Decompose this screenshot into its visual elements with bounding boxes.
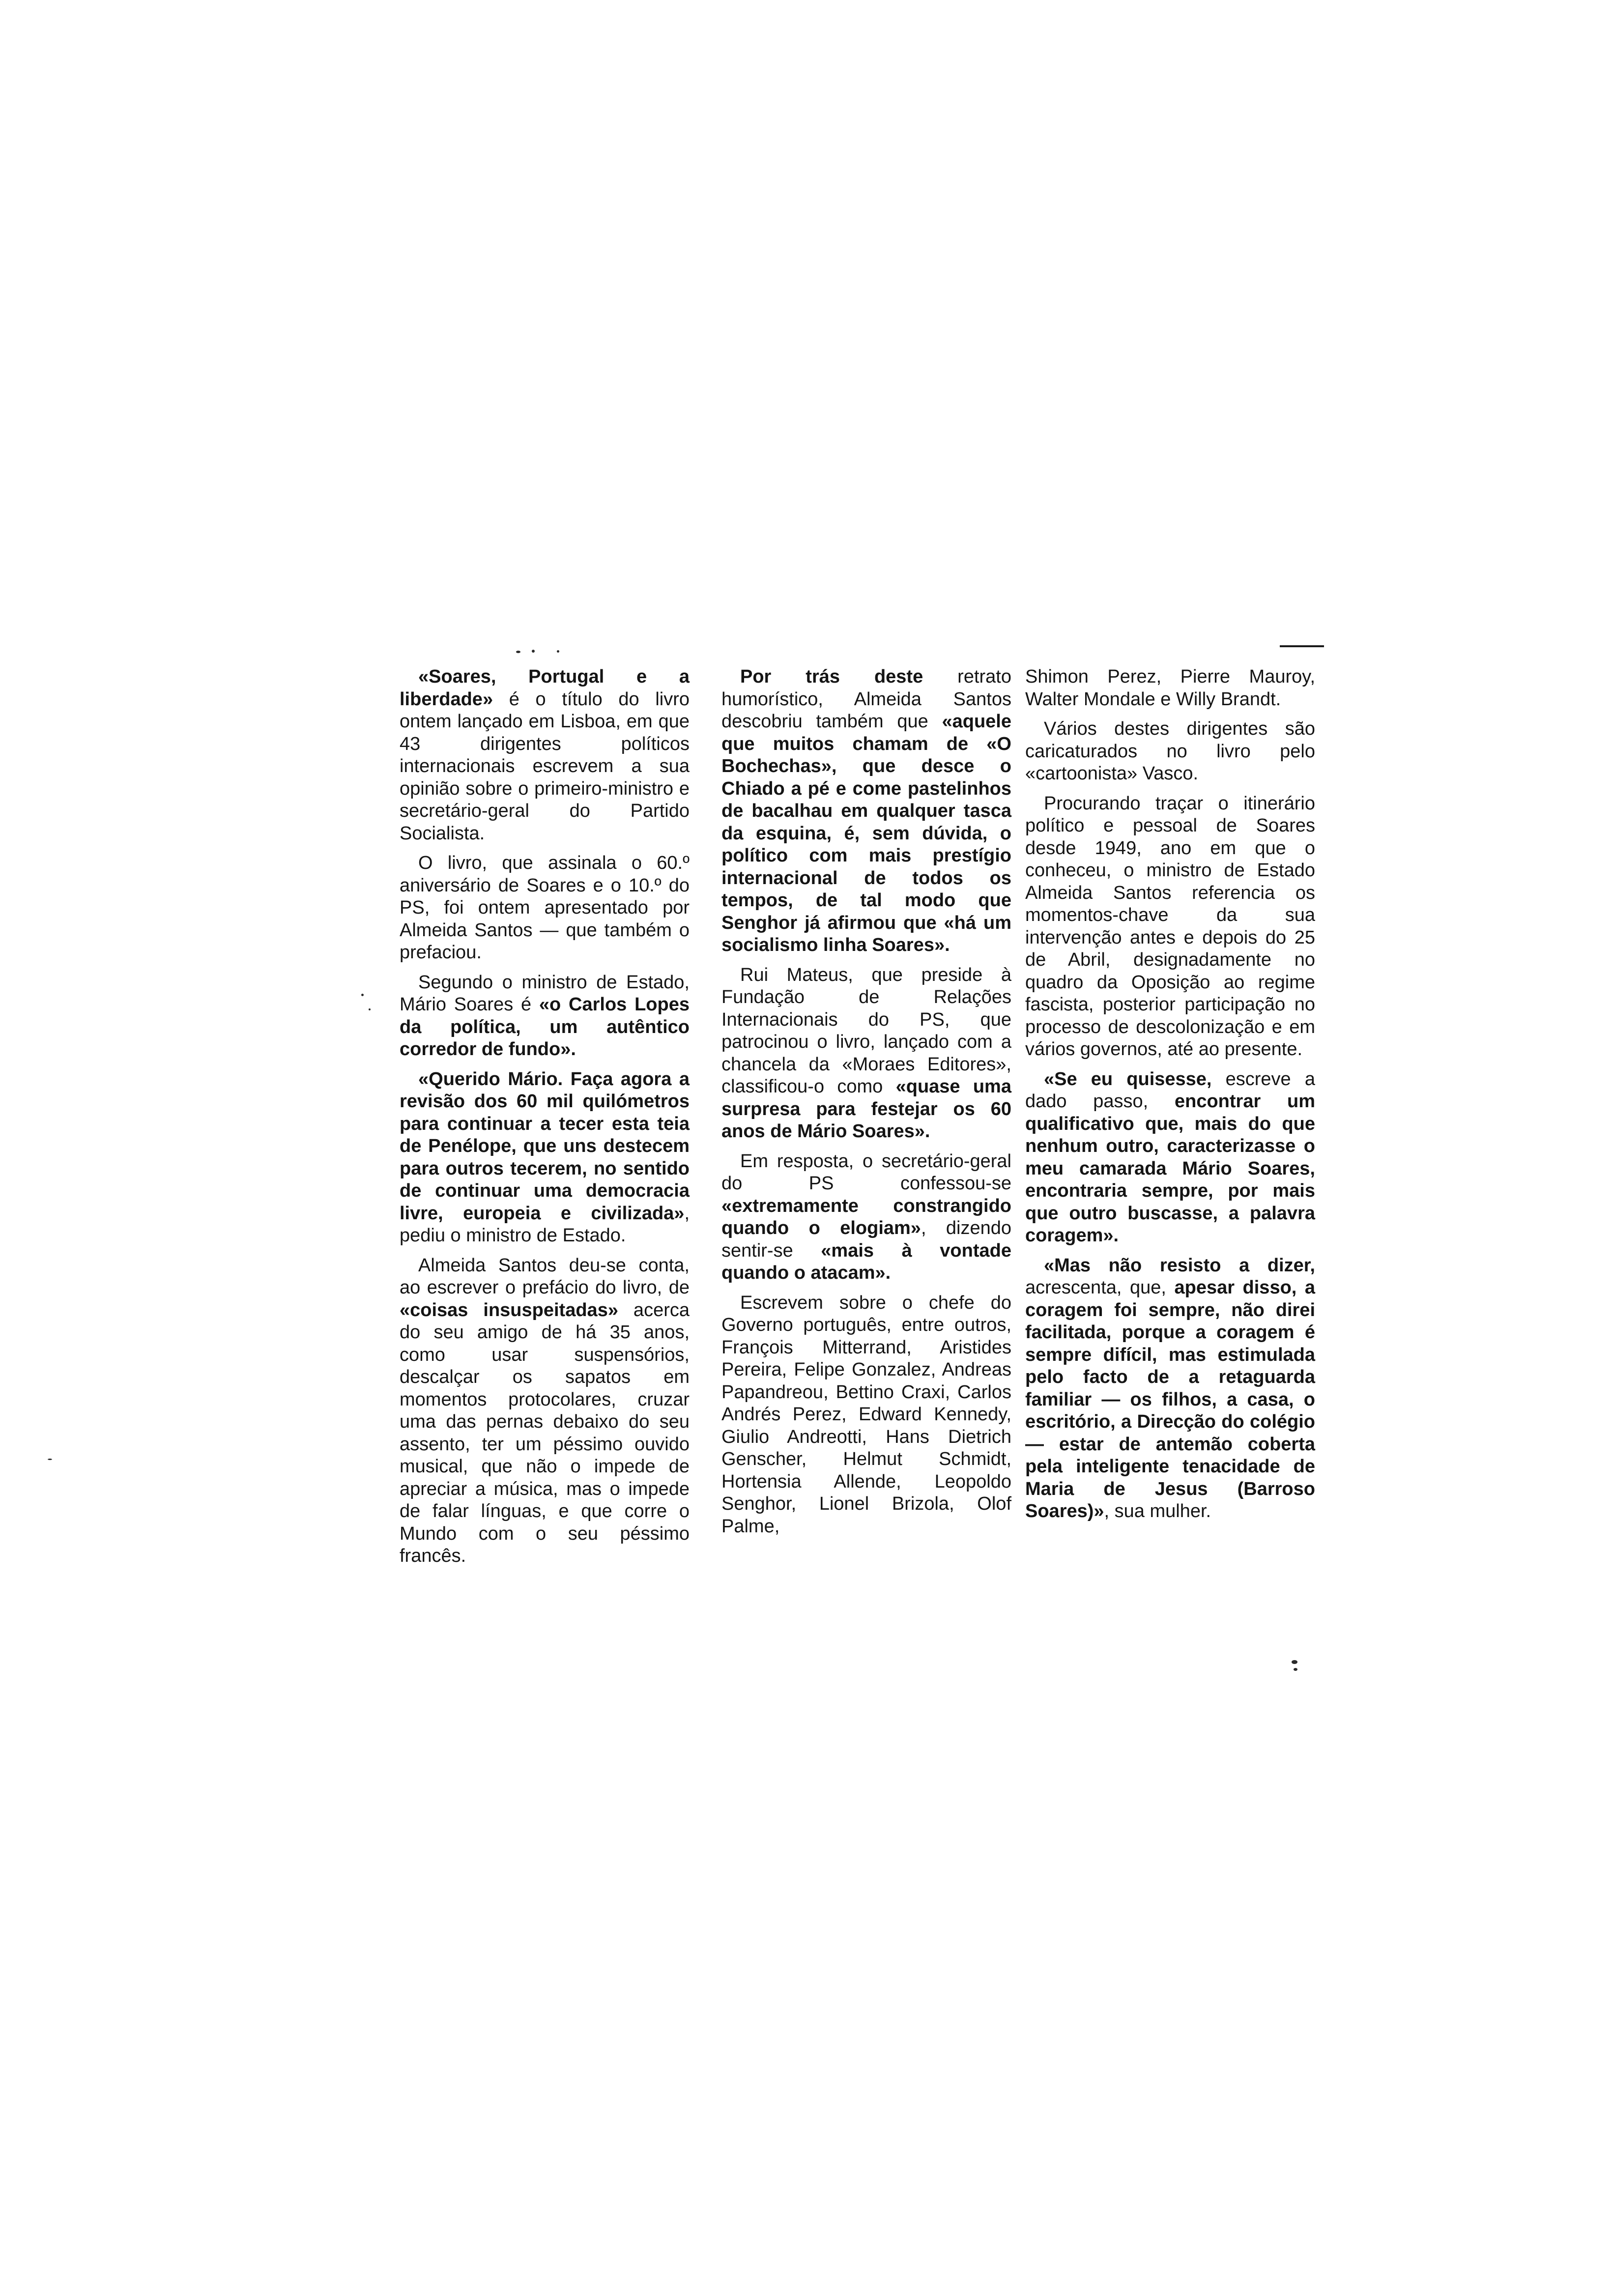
paragraph: «Querido Mário. Faça agora a revisão dos 60 mil quilómetros para continuar a tecer esta teia de Penélope, que uns destecem para outros tecerem, no sentido de continuar uma democracia livre, europeia e civilizada», pediu o ministro de Estado.	[400, 1068, 690, 1246]
scan-speck	[48, 1459, 52, 1460]
paragraph: Por trás deste retrato humorístico, Almeida Santos descobriu também que «aquele que muitos chamam de «O Bochechas», que desce o Chiado a pé e come pastelinhos de bacalhau em qualquer tasca da esquina, é, sem dúvida, o político com mais prestígio internacional de todos os tempos, de tal modo que Senghor já afirmou que «há um socialismo linha Soares».	[721, 666, 1011, 955]
scan-speck	[1292, 1660, 1297, 1664]
paragraph: Escrevem sobre o chefe do Governo português, entre outros, François Mitterrand, Aristides Pereira, Felipe Gonzalez, Andreas Papandreou, Bettino Craxi, Carlos Andrés Perez, Edward Kennedy, Giulio Andreotti, Hans Dietrich Genscher, Helmut Schmidt, Hortensia Allende, Leopoldo Senghor, Lionel Brizola, Olof Palme,	[721, 1292, 1011, 1537]
paragraph: Rui Mateus, que preside à Fundação de Relações Internacionais do PS, que patrocinou o livro, lançado com a chancela da «Moraes Editores», classificou-o como «quase uma surpresa para festejar os 60 anos de Mário Soares».	[721, 964, 1011, 1142]
scan-speck	[557, 650, 559, 653]
article-column-1	[400, 666, 690, 1575]
scan-speck	[369, 1008, 371, 1010]
paragraph: Vários destes dirigentes são caricaturados no livro pelo «cartoonista» Vasco.	[1025, 718, 1315, 784]
article-column-2	[721, 666, 1011, 1545]
paragraph: Em resposta, o secretário-geral do PS confessou-se «extremamente constrangido quando o elogiam», dizendo sentir-se «mais à vontade quando o atacam».	[721, 1150, 1012, 1283]
paragraph: Procurando traçar o itinerário político e pessoal de Soares desde 1949, ano em que o conheceu, o ministro de Estado Almeida Santos referencia os momentos-chave da sua intervenção antes e depois do 25 de Abril, designadamente no quadro da Oposição ao regime fascista, posterior participação no processo de descolonização e em vários governos, até ao presente.	[1025, 793, 1315, 1060]
paragraph: «Se eu quisesse, escreve a dado passo, encontrar um qualificativo que, mais do que nenhum outro, caracterizasse o meu camarada Mário Soares, encontraria sempre, por mais que outro buscasse, a palavra coragem».	[1025, 1068, 1315, 1246]
paragraph: Shimon Perez, Pierre Mauroy, Walter Mondale e Willy Brandt.	[1025, 666, 1315, 710]
paragraph: «Mas não resisto a dizer, acrescenta, que, apesar disso, a coragem foi sempre, não direi facilitada, porque a coragem é sempre difícil, mas estimulada pelo facto de a retaguarda familiar — os filhos, a casa, o escritório, a Direcção do colégio — estar de antemão coberta pela inteligente tenacidade de Maria de Jesus (Barroso Soares)», sua mulher.	[1025, 1255, 1316, 1521]
paragraph: Almeida Santos deu-se conta, ao escrever o prefácio do livro, de «coisas insuspeitadas» acerca do seu amigo de há 35 anos, como usar suspensórios, descalçar os sapatos em momentos protocolares, cruzar uma das pernas debaixo do seu assento, ter um péssimo ouvido musical, que não o impede de apreciar a música, mas o impede de falar línguas, e que corre o Mundo com o seu péssimo francês.	[400, 1255, 690, 1566]
scan-speck	[516, 651, 520, 653]
paragraph: O livro, que assinala o 60.º aniversário de Soares e o 10.º do PS, foi ontem apresentado por Almeida Santos — que também o prefaciou.	[400, 853, 690, 963]
article-column-3	[1025, 666, 1315, 1530]
scan-rule	[1280, 645, 1324, 647]
scan-speck	[1294, 1668, 1297, 1671]
scan-speck	[361, 994, 364, 996]
paragraph: «Soares, Portugal e a liberdade» é o título do livro ontem lançado em Lisboa, em que 43 dirigentes políticos internacionais escrevem a sua opinião sobre o primeiro-ministro e secretário-geral do Partido Socialista.	[400, 666, 690, 844]
paragraph: Segundo o ministro de Estado, Mário Soares é «o Carlos Lopes da política, um autêntico corredor de fundo».	[400, 972, 690, 1060]
scan-speck	[532, 650, 535, 653]
